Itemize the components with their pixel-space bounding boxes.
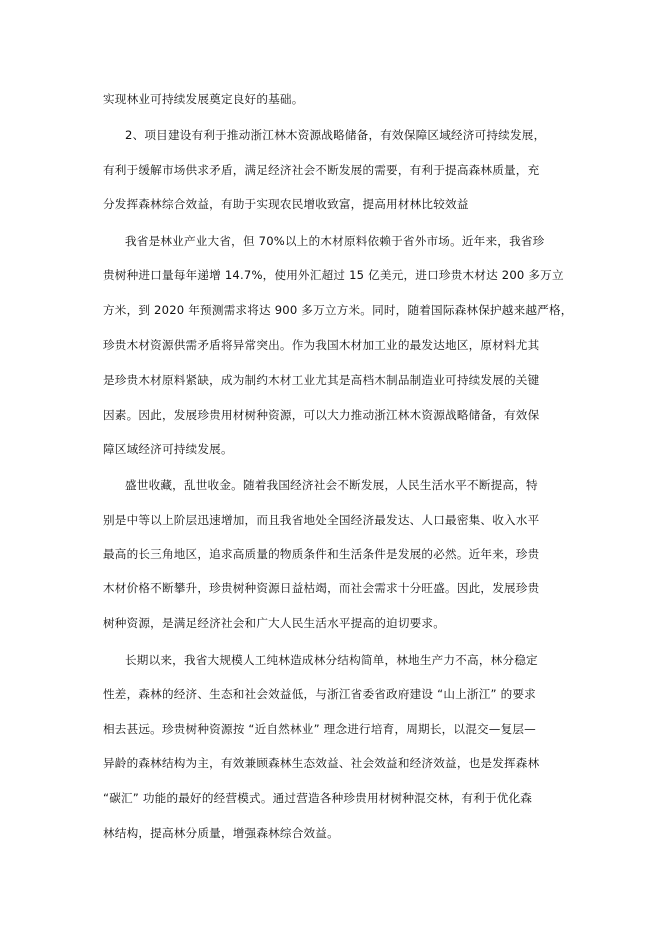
text-line-4: 分发挥森林综合效益，有助于实现农民增收致富，提高用材林比较效益 xyxy=(103,197,469,211)
text-line-12: 盛世收藏，乱世收金。随着我国经济社会不断发展，人民生活水平不断提高，特 xyxy=(125,478,538,492)
text-line-7: 方米，到 2020 年预测需求将达 900 多万立方米。同时，随着国际森林保护越来越严格， xyxy=(103,303,573,317)
text-line-6: 贵树种进口量每年递增 14.7%，使用外汇超过 15 亿美元，进口珍贵木材达 200 多万立 xyxy=(103,268,564,282)
text-line-1: 实现林业可持续发展奠定良好的基础。 xyxy=(103,92,304,106)
text-line-2: 2、项目建设有利于推动浙江林木资源战略储备，有效保障区域经济可持续发展， xyxy=(125,128,546,142)
text-line-11: 障区域经济可持续发展。 xyxy=(103,442,233,456)
text-line-3: 有利于缓解市场供求矛盾，满足经济社会不断发展的需要，有利于提高森林质量，充 xyxy=(103,163,540,177)
text-line-16: 树种资源，是满足经济社会和广大人民生活水平提高的迫切要求。 xyxy=(103,616,446,630)
text-line-15: 木材价格不断攀升，珍贵树种资源日益枯竭，而社会需求十分旺盛。因此，发展珍贵 xyxy=(103,581,540,595)
text-line-8: 珍贵木材资源供需矛盾将异常突出。作为我国木材加工业的最发达地区，原材料尤其 xyxy=(103,338,540,352)
text-line-19: 相去甚远。珍贵树种资源按 “近自然林业” 理念进行培育，周期长，以混交—复层— xyxy=(103,722,536,736)
text-line-20: 异龄的森林结构为主，有效兼顾森林生态效益、社会效益和经济效益，也是发挥森林 xyxy=(103,756,540,770)
text-line-18: 性差，森林的经济、生态和社会效益低，与浙江省委省政府建设 “山上浙江” 的要求 xyxy=(103,687,536,701)
text-line-10: 因素。因此，发展珍贵用材树种资源，可以大力推动浙江林木资源战略储备，有效保 xyxy=(103,408,540,422)
text-line-14: 最高的长三角地区，追求高质量的物质条件和生活条件是发展的必然。近年来，珍贵 xyxy=(103,547,540,561)
text-line-22: 林结构，提高林分质量，增强森林综合效益。 xyxy=(103,826,339,840)
text-line-5: 我省是林业产业大省，但 70%以上的木材原料依赖于省外市场。近年来，我省珍 xyxy=(125,234,545,248)
text-line-9: 是珍贵木材原料紧缺，成为制约木材工业尤其是高档木制品制造业可持续发展的关键 xyxy=(103,373,540,387)
text-line-17: 长期以来，我省大规模人工纯林造成林分结构简单，林地生产力不高，林分稳定 xyxy=(125,653,538,667)
text-line-13: 别是中等以上阶层迅速增加，而且我省地处全国经济最发达、人口最密集、收入水平 xyxy=(103,513,540,527)
text-line-21: “碳汇” 功能的最好的经营模式。通过营造各种珍贵用材树种混交林，有利于优化森 xyxy=(103,791,533,805)
